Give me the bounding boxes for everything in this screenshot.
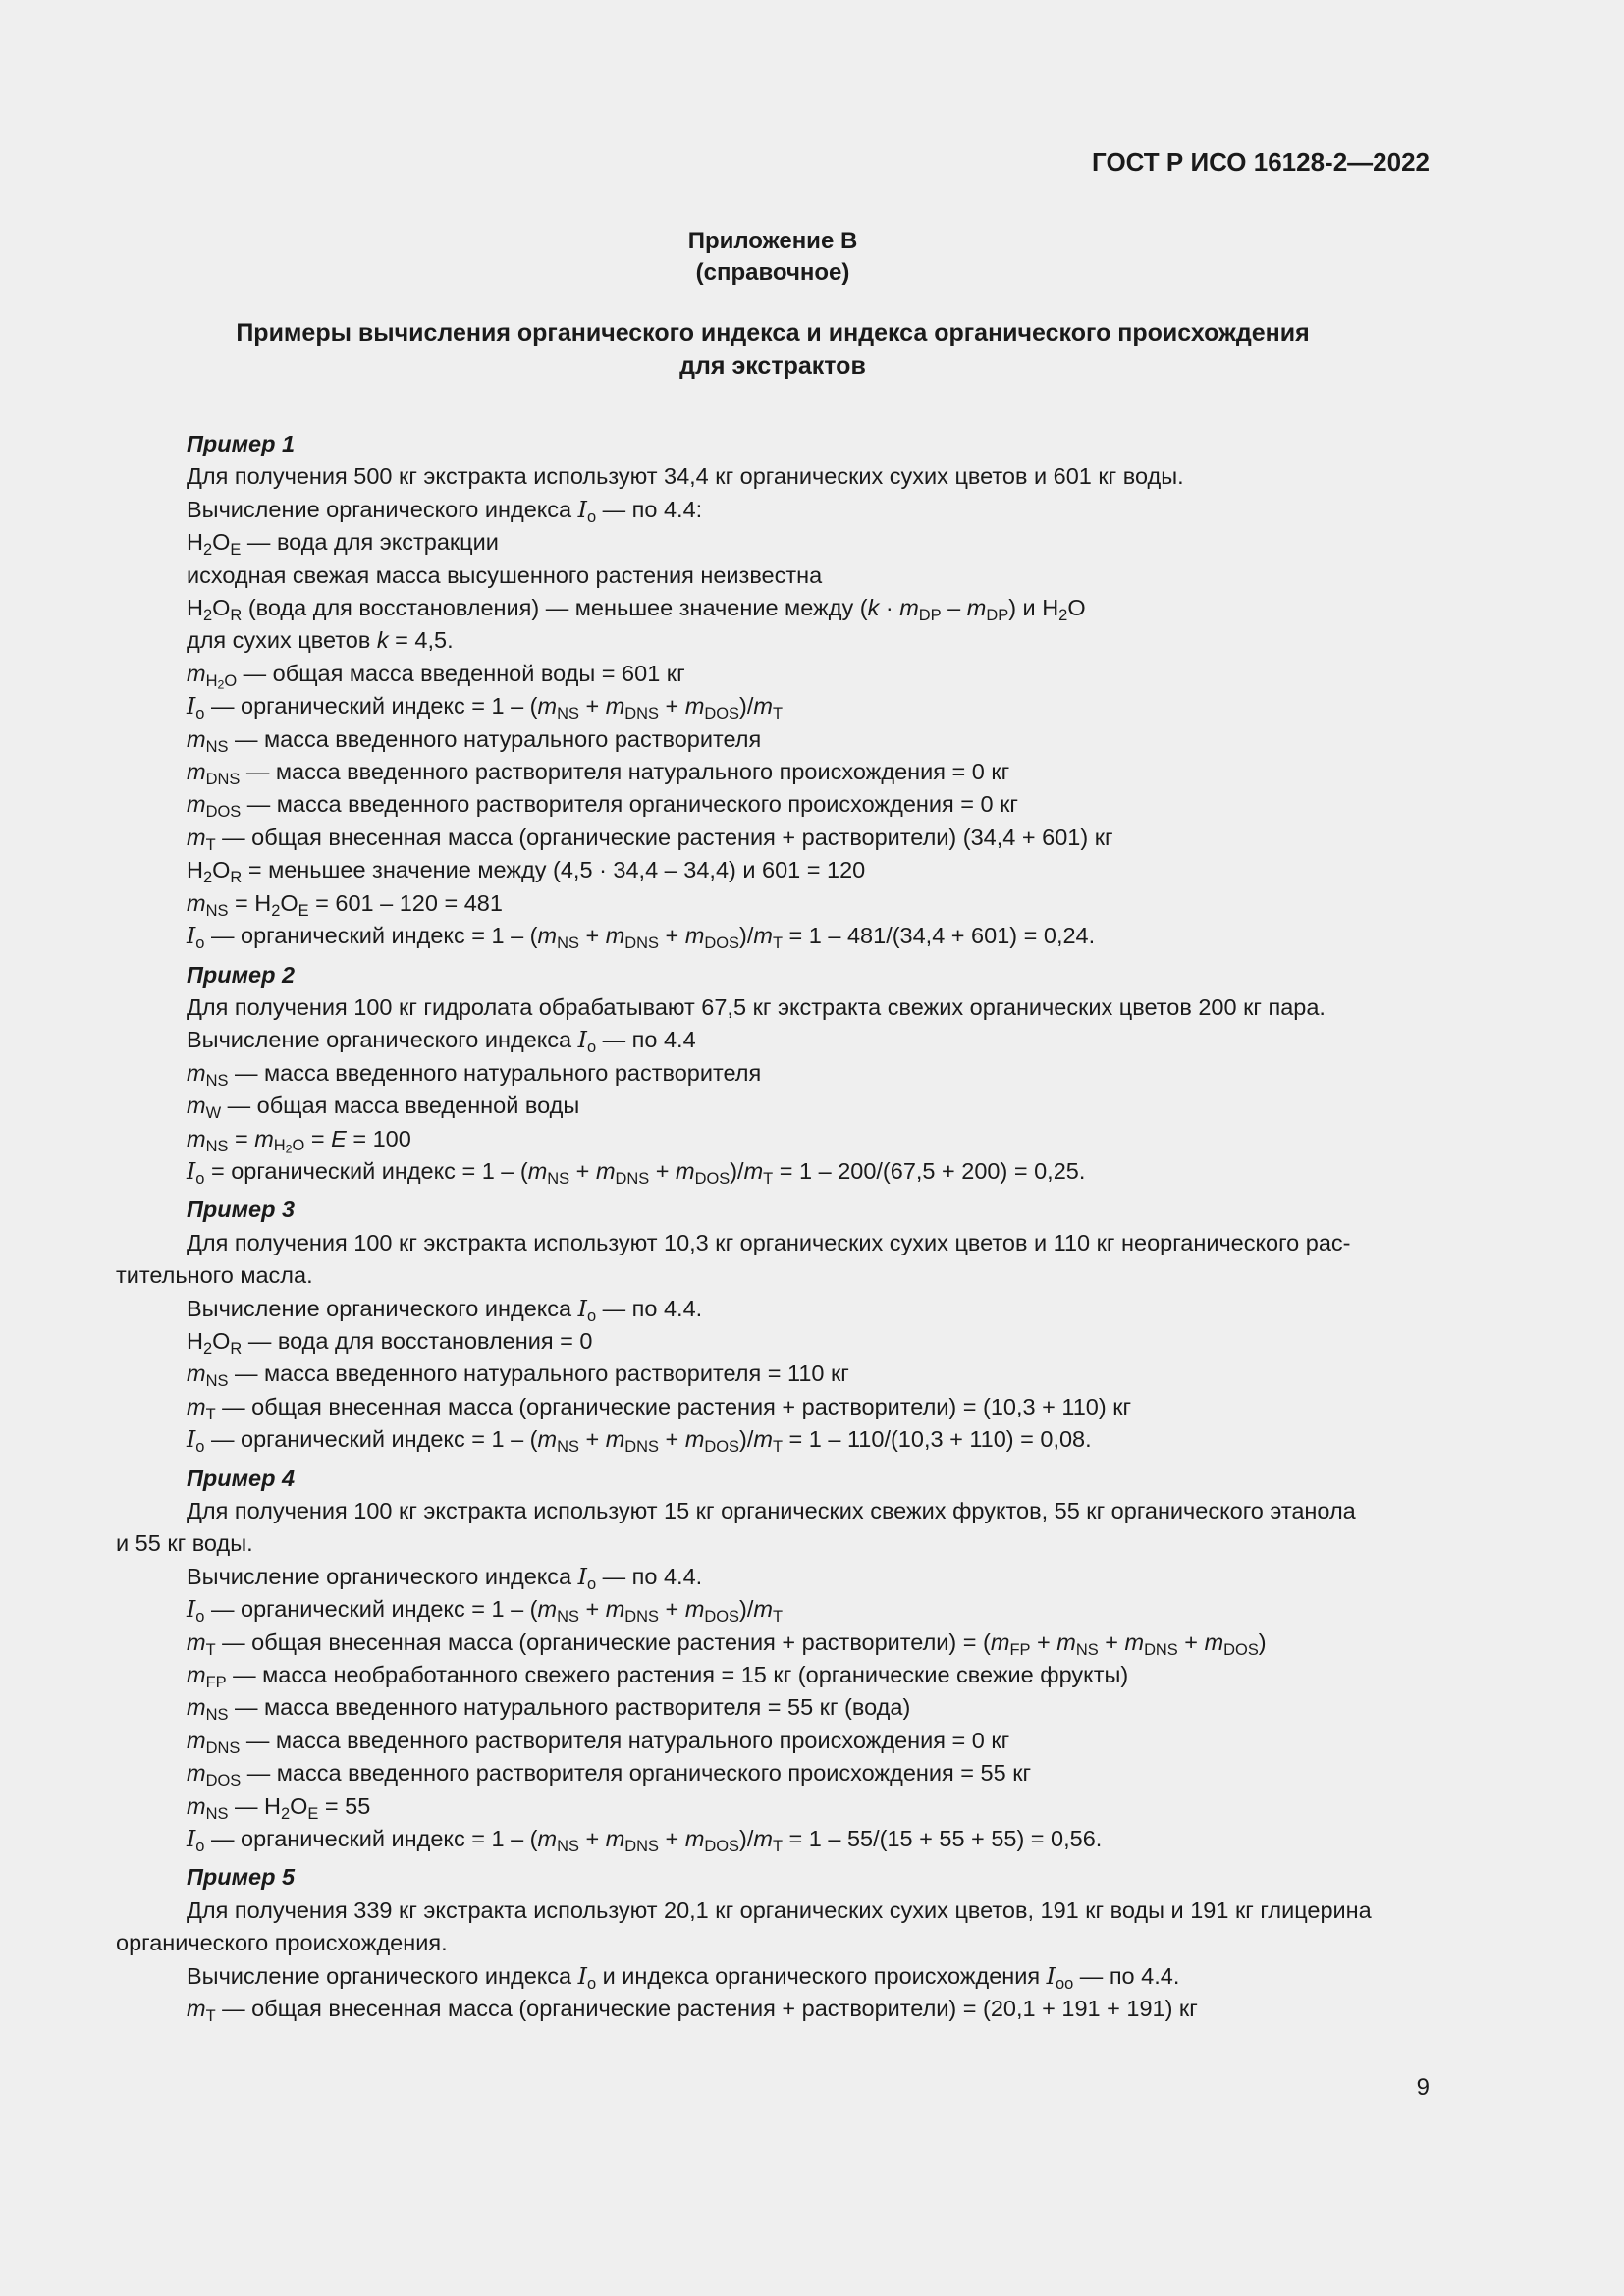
- example-1-heading: Пример 1: [187, 431, 296, 456]
- example-4-index-def: $I_o$ — органический индекс = $1 - (m_{NS} + m_{DNS} + m_{DOS})/m_T$: [187, 1595, 783, 1627]
- example-3-m-ns: $m_{NS}$ — масса введенного натурального растворителя = 110 кг: [187, 1361, 849, 1391]
- example-4-m-fp: $m_{FP}$ — масса необработанного свежего растения = 15 кг (органические свежие фрукты): [187, 1662, 1129, 1691]
- example-2-m-w: $m_W$ — общая масса введенной воды: [187, 1093, 580, 1123]
- annex-heading: [116, 226, 1430, 289]
- example-2-heading: Пример 2: [187, 961, 296, 988]
- example-2-result: $I_o$ = органический индекс = $1 - (m_{NS} + m_{DNS} + m_{DOS})/m_T = 1 - 200/(67,5 + 200) = 0,25$.: [187, 1156, 1086, 1188]
- example-4-m-dos: $m_{DOS}$ — масса введенного растворителя органического происхождения = 55 кг: [187, 1760, 1032, 1790]
- example-2-intro: Для получения 100 кг гидролата обрабатывают 67,5 кг экстракта свежих органических цветов 200 кг пара.: [187, 993, 1326, 1020]
- example-5-m-t: $m_T$ — общая внесенная масса (органические растения + растворители) = (20,1 + 191 + 191) кг: [187, 1996, 1198, 2026]
- example-1-calc: Вычисление органического индекса $I_o$ — по 4.4:: [187, 495, 703, 526]
- annex-label: Приложение В: [687, 228, 858, 254]
- title-line-1: Примеры вычисления органического индекса и индекса органического происхождения: [236, 319, 1310, 347]
- example-4-m-dns: $m_{DNS}$ — масса введенного растворителя натурального происхождения = 0 кг: [187, 1727, 1010, 1757]
- example-1-intro: Для получения 500 кг экстракта используют 34,4 кг органических сухих цветов и 601 кг воды.: [187, 463, 1184, 490]
- example-1-water-e: $H_2O_E$ — вода для экстракции: [187, 529, 499, 560]
- example-5-intro: Для получения 339 кг экстракта используют 20,1 кг органических сухих цветов, 191 кг воды и 191 кг глицерина органического происхождения.: [116, 1896, 1372, 1956]
- example-1-h2or-value: $H_2O_R$ = меньшее значение между (4,5 · 34,4 – 34,4) и 601 = 120: [187, 857, 866, 887]
- example-2-calc: Вычисление органического индекса $I_o$ — по 4.4: [187, 1026, 696, 1057]
- example-4-m-t: $m_T$ — общая внесенная масса (органические растения + растворители) = $(m_{FP} + m_{NS} + m_{DNS} + m_{DOS})$: [187, 1629, 1267, 1659]
- example-4-heading: Пример 4: [187, 1465, 296, 1491]
- example-1-index-def: $I_o$ — органический индекс = $1 - (m_{NS} + m_{DNS} + m_{DOS})/m_T$: [187, 692, 783, 723]
- example-1-ns-value: $m_{NS} = H_2O_E = 601 - 120 = 481$: [187, 889, 503, 920]
- example-1-dry-flowers: для сухих цветов k = 4,5.: [187, 627, 454, 654]
- example-3-intro: Для получения 100 кг экстракта используют 10,3 кг органических сухих цветов и 110 кг неорганического рас- тительного масла.: [116, 1229, 1351, 1289]
- example-4-calc: Вычисление органического индекса $I_o$ — по 4.4.: [187, 1562, 703, 1593]
- example-4-ns-value: $m_{NS}$ — $H_2O_E = 55$: [187, 1792, 371, 1823]
- example-5-heading: Пример 5: [187, 1864, 296, 1891]
- example-3-result: $I_o$ — органический индекс = $1 - (m_{NS} + m_{DNS} + m_{DOS})/m_T = 1 - 110/(10,3 + 110) = 0,08$.: [187, 1425, 1092, 1457]
- section-title: [116, 316, 1430, 383]
- example-4-m-ns: $m_{NS}$ — масса введенного натурального растворителя = 55 кг (вода): [187, 1694, 911, 1725]
- examples-content: [116, 428, 1430, 2026]
- example-3-m-t: $m_T$ — общая внесенная масса (органические растения + растворители) = (10,3 + 110) кг: [187, 1393, 1132, 1423]
- example-1-water-r: $H_2O_R$ (вода для восстановления) — меньшее значение между $(k \cdot m_{DP} - m_{DP})$ и $H_2O$: [187, 595, 1086, 624]
- example-4-result: $I_o$ — органический индекс = $1 - (m_{NS} + m_{DNS} + m_{DOS})/m_T = 1 - 55/(15 + 55 + 55) = 0,56$.: [187, 1825, 1103, 1855]
- example-1-m-t: $m_T$ — общая внесенная масса (органические растения + растворители) (34,4 + 601) кг: [187, 824, 1113, 854]
- example-1-m-h2o: $m_{H2O}$ — общая масса введенной воды = 601 кг: [187, 660, 685, 692]
- example-5-calc: Вычисление органического индекса $I_o$ и индекса органического происхождения $I_{oo}$ — по 4.4.: [187, 1961, 1180, 1993]
- example-3-calc: Вычисление органического индекса $I_o$ — по 4.4.: [187, 1294, 703, 1325]
- example-2-ns-value: $m_{NS} = m_{H2O} = E = 100$: [187, 1125, 411, 1156]
- document-code: ГОСТ Р ИСО 16128-2—2022: [1092, 147, 1430, 177]
- example-1-unknown: исходная свежая масса высушенного растения неизвестна: [187, 561, 823, 588]
- example-1-m-ns: $m_{NS}$ — масса введенного натурального растворителя: [187, 725, 762, 756]
- title-line-2: для экстрактов: [679, 352, 866, 380]
- page-number: 9: [1416, 2074, 1430, 2101]
- example-3-water-r: $H_2O_R$ — вода для восстановления = 0: [187, 1327, 593, 1358]
- annex-note: (справочное): [695, 259, 850, 286]
- example-4-intro: Для получения 100 кг экстракта используют 15 кг органических свежих фруктов, 55 кг органического этанола и 55 кг воды.: [116, 1498, 1356, 1557]
- example-1-m-dns: $m_{DNS}$ — масса введенного растворителя натурального происхождения = 0 кг: [187, 759, 1010, 788]
- example-1-result: $I_o$ — органический индекс = $1 - (m_{NS} + m_{DNS} + m_{DOS})/m_T = 1 - 481/(34,4 + 601) = 0,24$.: [187, 922, 1096, 953]
- example-2-m-ns: $m_{NS}$ — масса введенного натурального растворителя: [187, 1059, 762, 1090]
- example-3-heading: Пример 3: [187, 1197, 296, 1223]
- example-1-m-dos: $m_{DOS}$ — масса введенного растворителя органического происхождения = 0 кг: [187, 791, 1018, 822]
